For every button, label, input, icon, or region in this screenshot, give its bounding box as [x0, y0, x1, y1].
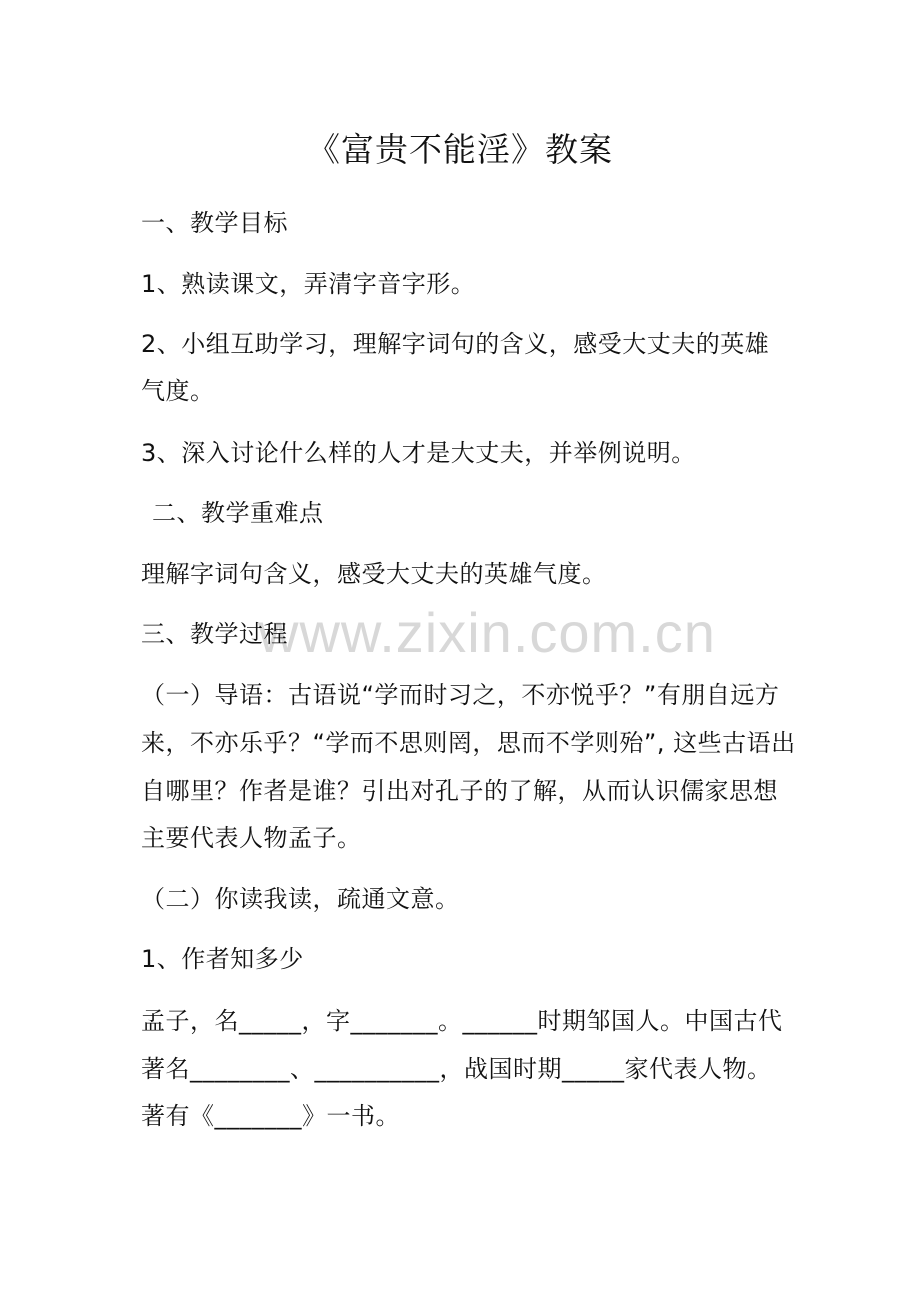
author-fill-line-3: 著有《_______》一书。	[141, 1102, 400, 1130]
section-heading-keypoints: 二、教学重难点	[152, 499, 324, 527]
keypoints-text: 理解字词句含义，感受大丈夫的英雄气度。	[141, 560, 607, 588]
objective-item-3: 3、深入讨论什么样的人才是大丈夫，并举例说明。	[141, 439, 696, 467]
author-fill-line-2: 著名________、__________，战国时期_____家代表人物。	[141, 1055, 772, 1083]
subsection-reading: （二）你读我读，疏通文意。	[141, 885, 460, 913]
intro-paragraph-line-1: （一）导语：古语说“学而时习之，不亦悦乎？”有朋自远方	[141, 681, 780, 709]
objective-item-1: 1、熟读课文，弄清字音字形。	[141, 270, 476, 298]
intro-paragraph-line-3: 自哪里？作者是谁？引出对孔子的了解，从而认识儒家思想	[141, 777, 778, 805]
section-heading-process: 三、教学过程	[141, 620, 288, 648]
section-heading-objectives: 一、教学目标	[141, 209, 288, 237]
intro-paragraph-line-4: 主要代表人物孟子。	[141, 824, 362, 852]
objective-item-2-cont: 气度。	[141, 377, 215, 405]
intro-paragraph-line-2: 来，不亦乐乎？“学而不思则罔，思而不学则殆”, 这些古语出	[141, 729, 796, 757]
author-heading: 1、作者知多少	[141, 945, 304, 973]
objective-item-2: 2、小组互助学习，理解字词句的含义，感受大丈夫的英雄	[141, 330, 770, 358]
author-fill-line-1: 孟子，名_____，字_______。______时期邹国人。中国古代	[141, 1007, 783, 1035]
watermark: www.zixin.com.cn	[258, 601, 716, 664]
document-title: 《富贵不能淫》教案	[307, 130, 613, 169]
